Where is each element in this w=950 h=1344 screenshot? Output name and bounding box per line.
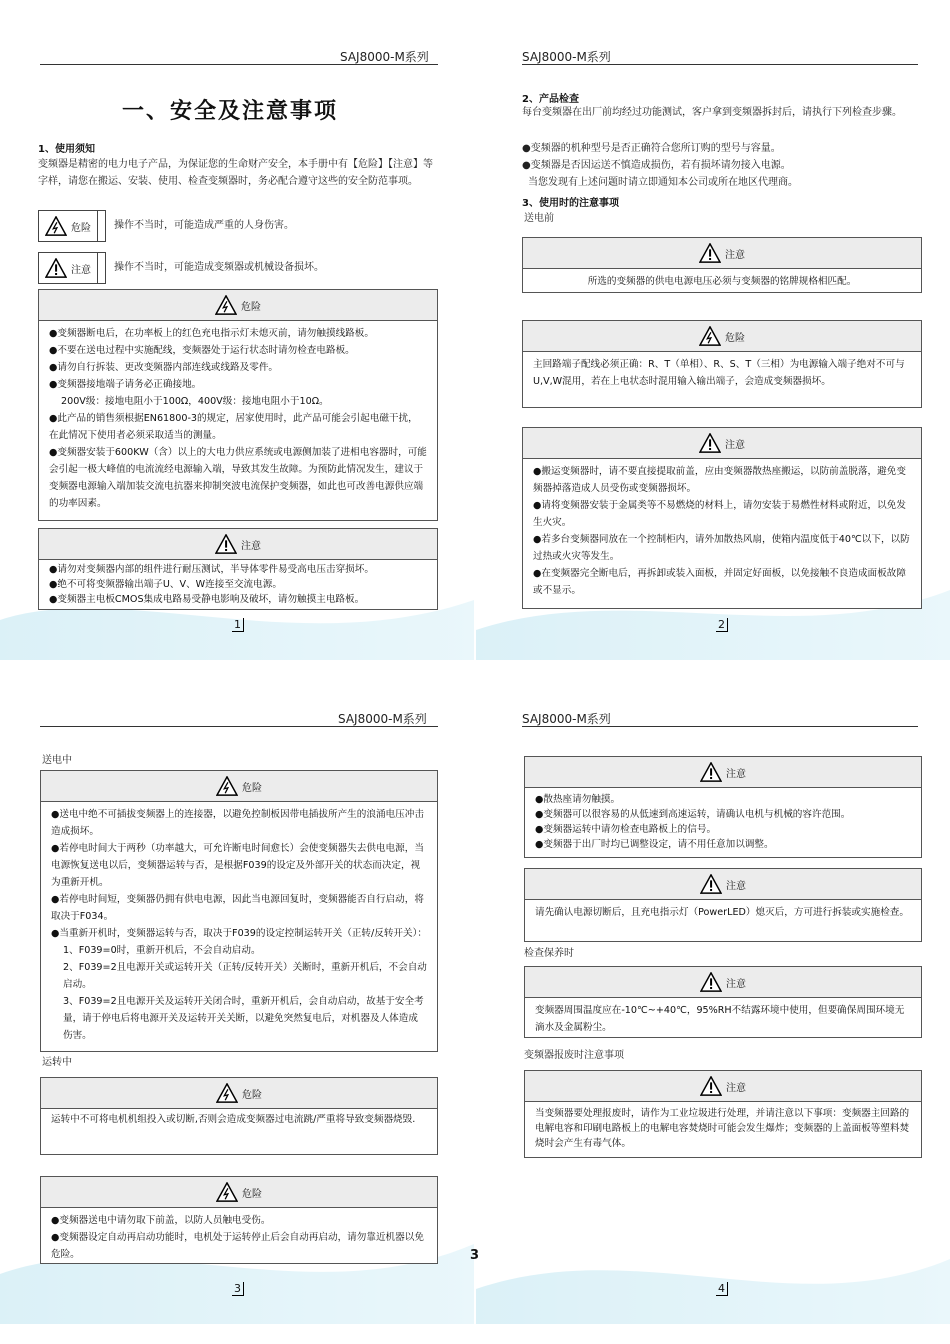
- caution-exclamation-icon: [699, 433, 721, 453]
- page-number-text: 4: [716, 1282, 728, 1296]
- box-text: 请先确认电源切断后，且充电指示灯（PowerLED）熄灭后，方可进行拆装或实施检查。: [535, 907, 909, 918]
- danger-bolt-icon: [216, 1182, 238, 1202]
- header-rule: [522, 726, 918, 727]
- list-item: ●变频器是否因运送不慎造成损伤，若有损坏请勿接入电源。: [522, 160, 791, 171]
- box-text: 主回路端子配线必须正确：R、T（单相）、R、S、T（三相）为电源输入端子绝对不可与U,V,W混用，若在上电状态时混用输入输出端子，会造成变频器损坏。: [533, 359, 905, 387]
- danger-bolt-icon: [699, 326, 721, 346]
- list-item: ●若停电时间短，变频器仍拥有供电电源，因此当电源回复时，变频器能否自行启动，将取决于F034。: [51, 894, 424, 922]
- section-title: 3、使用时的注意事项: [522, 198, 619, 209]
- list-item: ●变频器断电后，在功率板上的红色充电指示灯未熄灭前，请勿触摸线路板。: [49, 328, 374, 339]
- page-title: 一、安全及注意事项: [122, 98, 339, 124]
- danger-bolt-icon: [45, 216, 67, 236]
- box-text: 当变频器要处理报废时，请作为工业垃圾进行处理，并请注意以下事项：变频器主回路的电解电容和印刷电路板上的电解电容焚烧时可能会发生爆炸；变频器的上盖面板等塑料焚烧时会产生有毒气体。: [535, 1108, 910, 1149]
- box-heading: 注意: [726, 768, 746, 780]
- list-item: 200V级：接地电阻小于100Ω，400V级：接地电阻小于10Ω。: [61, 396, 329, 407]
- caution-box: [38, 528, 438, 610]
- list-item: ●请勿自行拆装、更改变频器内部连线或线路及零件。: [49, 362, 279, 373]
- danger-box: [40, 770, 438, 1052]
- list-item: ●当重新开机时，变频器运转与否，取决于F039的设定控制运转开关（正转/反转开关）：: [51, 928, 428, 939]
- header-rule: [40, 64, 438, 65]
- section-text: 每台变频器在出厂前均经过功能测试，客户拿到变频器拆封后，请执行下列检查步骤。: [522, 107, 902, 118]
- section-title: 2、产品检查: [522, 94, 579, 105]
- series-header: SAJ8000-M系列: [522, 712, 611, 726]
- page-number: [232, 1282, 244, 1295]
- section-text: 变频器是精密的电力电子产品，为保证您的生命财产安全，本手册中有【危险】【注意】等字样，请您在搬运、安装、使用、检查变频器时，务必配合遵守这些的安全防范事项。: [38, 159, 433, 187]
- list-item: 当您发现有上述问题时请立即通知本公司或所在地区代理商。: [528, 177, 798, 188]
- caution-box: [524, 966, 922, 1038]
- page-number: [716, 1282, 728, 1295]
- list-item: ●若停电时间大于两秒（功率越大，可允许断电时间愈长）会使变频器失去供电电源，当电源恢复送电以后，变频器运转与否，是根据F039的设定及外部开关的状态而决定，视为重新开机。: [51, 843, 424, 888]
- page-3: [0, 664, 474, 1324]
- caution-exclamation-icon: [700, 762, 722, 782]
- list-item: ●送电中绝不可插拔变频器上的连接器，以避免控制板因带电插拔所产生的浪涌电压冲击造成损坏。: [51, 809, 424, 837]
- list-item: ●变频器于出厂时均已调整设定，请不用任意加以调整。: [535, 839, 774, 850]
- page-4: [476, 664, 950, 1324]
- list-item: ●变频器可以很容易的从低速到高速运转，请确认电机与机械的容许范围。: [535, 809, 851, 820]
- caution-exclamation-icon: [700, 972, 722, 992]
- box-heading: 危险: [242, 1089, 262, 1101]
- box-heading: 注意: [726, 978, 746, 990]
- list-item: ●变频器送电中请勿取下前盖，以防人员触电受伤。: [51, 1215, 271, 1226]
- series-header: SAJ8000-M系列: [340, 50, 429, 64]
- subsection-label: 运转中: [42, 1057, 72, 1068]
- caution-exclamation-icon: [215, 534, 237, 554]
- danger-box: [522, 320, 922, 408]
- list-item: ●变频器安装于600KW（含）以上的大电力供应系统或电源侧加装了进相电容器时，可能会引起一极大峰值的电流流经电源输入端，导致其发生故障。为预防此情况发生，建议于变频器电源输入端加装交流电抗器来抑制突波电流保护变频器，如此也可改善电源供应端的功率因素。: [49, 447, 427, 509]
- page-number: [716, 618, 728, 631]
- danger-box: [38, 289, 438, 521]
- list-item: ●此产品的销售须根据EN61800-3的规定，居家使用时，此产品可能会引起电磁干扰，在此情况下使用者必须采取适当的测量。: [49, 413, 418, 441]
- caution-exclamation-icon: [45, 258, 67, 278]
- box-heading: 注意: [725, 249, 745, 261]
- legend-desc: 操作不当时，可能造成变频器或机械设备损坏。: [114, 262, 324, 273]
- caution-exclamation-icon: [700, 874, 722, 894]
- list-item: ●若多台变频器同放在一个控制柜内，请外加散热风扇，使箱内温度低于40℃以下，以防过热或火灾等发生。: [533, 534, 910, 562]
- series-header: SAJ8000-M系列: [522, 50, 611, 64]
- legend-tag: 危险: [71, 222, 91, 234]
- list-item: ●请勿对变频器内部的组件进行耐压测试，半导体零件易受高电压击穿损坏。: [49, 564, 374, 575]
- danger-box: [40, 1077, 438, 1155]
- page-number: [232, 618, 244, 631]
- box-heading: 危险: [242, 1188, 262, 1200]
- sheet-number: 3: [470, 1248, 480, 1263]
- page-1: [0, 0, 474, 660]
- header-rule: [522, 64, 918, 65]
- box-heading: 注意: [241, 540, 261, 552]
- caution-box: [524, 868, 922, 942]
- list-item: ●变频器设定自动再启动功能时，电机处于运转停止后会自动再启动，请勿靠近机器以免危险。: [51, 1232, 424, 1260]
- list-item: ●散热座请勿触摸。: [535, 794, 621, 805]
- page-number-text: 1: [232, 618, 244, 632]
- legend-danger: [38, 210, 106, 242]
- box-heading: 注意: [725, 439, 745, 451]
- subsection-label: 送电前: [524, 213, 554, 224]
- section-title: 1、使用须知: [38, 144, 95, 155]
- list-item: ●变频器接地端子请务必正确接地。: [49, 379, 202, 390]
- box-heading: 注意: [726, 1082, 746, 1094]
- box-heading: 注意: [726, 880, 746, 892]
- list-item: ●搬运变频器时，请不要直接提取前盖，应由变频器散热座搬运，以防前盖脱落，避免变频器掉落造成人员受伤或变频器损坏。: [533, 466, 906, 494]
- list-item: 2、F039=2且电源开关或运转开关（正转/反转开关）关断时，重新开机后，不会自动启动。: [63, 962, 427, 990]
- page-number-text: 2: [716, 618, 728, 632]
- page-2: [476, 0, 950, 660]
- box-text: 所选的变频器的供电电源电压必须与变频器的铭牌规格相匹配。: [587, 276, 857, 287]
- danger-bolt-icon: [215, 295, 237, 315]
- box-text: 运转中不可将电机机组投入或切断,否则会造成变频器过电流跳/严重将导致变频器烧毁.: [51, 1114, 416, 1125]
- subsection-label: 检查保养时: [524, 948, 574, 959]
- page-number-text: 3: [232, 1282, 244, 1296]
- legend-caution: [38, 252, 106, 284]
- box-text: 变频器周围温度应在-10℃~+40℃，95%RH不结露环境中使用，但要确保周围环境无滴水及金属粉尘。: [535, 1005, 905, 1033]
- list-item: ●绝不可将变频器输出端子U、V、W连接至交流电源。: [49, 579, 282, 590]
- legend-tag: 注意: [71, 264, 91, 276]
- caution-box: [524, 1070, 922, 1158]
- decorative-wave: [476, 1204, 950, 1324]
- list-item: ●在变频器完全断电后，再拆卸或装入面板，并固定好面板，以免接触不良造成面板故障或不显示。: [533, 568, 906, 596]
- subsection-label: 送电中: [42, 755, 72, 766]
- caution-box: [522, 427, 922, 609]
- header-rule: [40, 726, 438, 727]
- list-item: 1、F039=0时，重新开机后，不会自动启动。: [63, 945, 261, 956]
- series-header: SAJ8000-M系列: [338, 712, 427, 726]
- caution-exclamation-icon: [700, 1076, 722, 1096]
- danger-box: [40, 1176, 438, 1264]
- list-item: ●变频器的机种型号是否正确符合您所订购的型号与容量。: [522, 143, 781, 154]
- list-item: ●不要在送电过程中实施配线，变频器处于运行状态时请勿检查电路板。: [49, 345, 355, 356]
- danger-bolt-icon: [216, 1083, 238, 1103]
- list-item: ●请将变频器安装于金属类等不易燃烧的材料上，请勿安装于易燃性材料或附近，以免发生火灾。: [533, 500, 906, 528]
- box-heading: 危险: [725, 332, 745, 344]
- box-heading: 危险: [242, 782, 262, 794]
- list-item: ●变频器运转中请勿检查电路板上的信号。: [535, 824, 717, 835]
- caution-box: [522, 237, 922, 293]
- danger-bolt-icon: [216, 776, 238, 796]
- box-heading: 危险: [241, 301, 261, 313]
- legend-desc: 操作不当时，可能造成严重的人身伤害。: [114, 220, 294, 231]
- subsection-label: 变频器报废时注意事项: [524, 1050, 624, 1061]
- caution-exclamation-icon: [699, 243, 721, 263]
- caution-box: [524, 756, 922, 858]
- list-item: 3、F039=2且电源开关及运转开关闭合时，重新开机后，会自动启动，故基于安全考量，请于停电后将电源开关及运转开关关断，以避免突然复电后，对机器及人体造成伤害。: [63, 996, 424, 1041]
- list-item: ●变频器主电板CMOS集成电路易受静电影响及破坏，请勿触摸主电路板。: [49, 594, 365, 605]
